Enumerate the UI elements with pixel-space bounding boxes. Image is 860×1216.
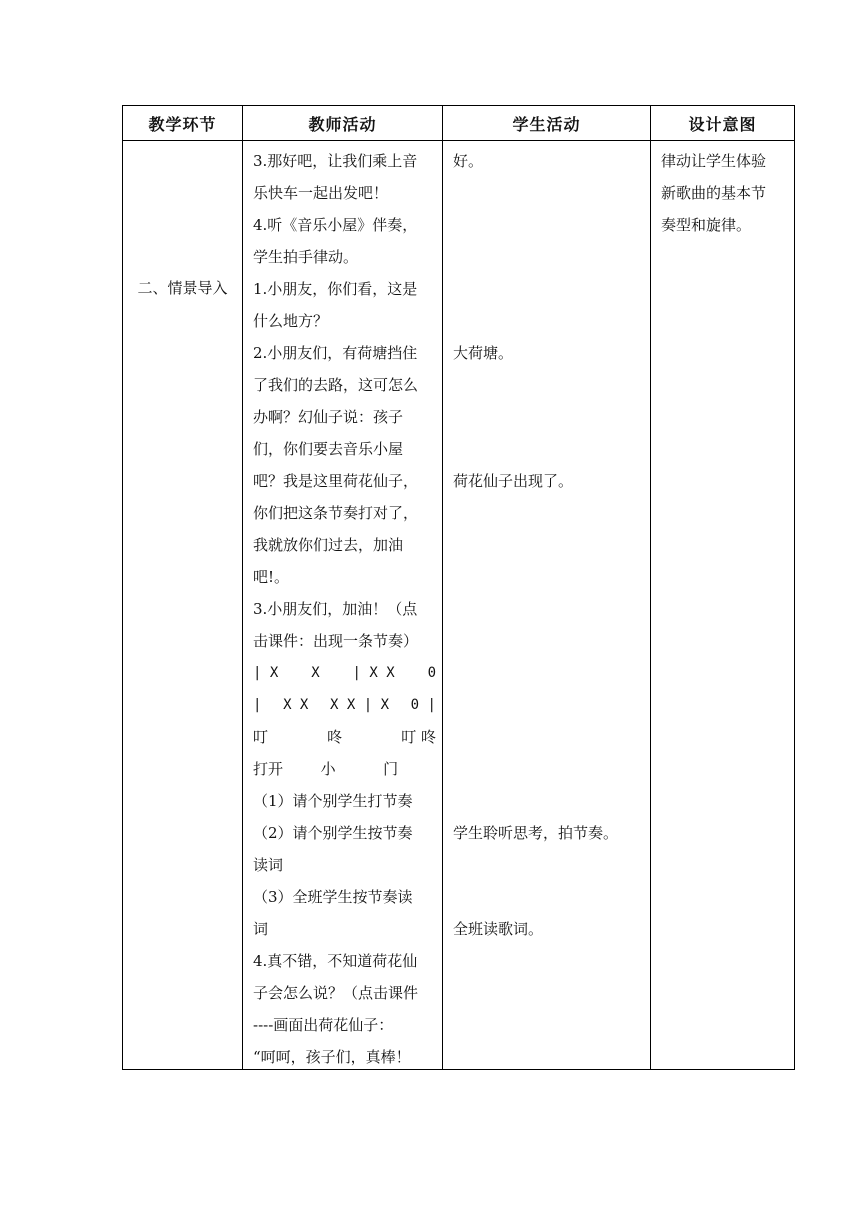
teacher-line: 4.听《音乐小屋》伴奏， (253, 216, 418, 234)
teacher-line: 词 (253, 920, 269, 938)
teacher-line: 4.真不错，不知道荷花仙 (253, 952, 418, 970)
rhythm-note: X X | X (330, 697, 390, 713)
rhythm-lyric: 小 (320, 760, 336, 778)
teacher-line: 了我们的去路，这可怎么 (253, 376, 419, 394)
rhythm-note: | X X (352, 665, 395, 681)
student-response: 学生聆听思考，拍节奏。 (453, 824, 619, 842)
teacher-line: （1）请个别学生打节奏 (253, 792, 413, 810)
rhythm-row-1 (253, 657, 436, 689)
design-column (651, 141, 794, 1069)
teacher-line: 读词 (253, 856, 284, 874)
teacher-line: 学生拍手律动。 (253, 248, 359, 266)
teacher-line: 子会怎么说？（点击课件 (253, 984, 419, 1002)
design-line: 奏型和旋律。 (661, 216, 752, 234)
rhythm-lyric: 咚 (327, 728, 343, 746)
student-cell (443, 141, 651, 1070)
header-design: 设计意图 (651, 106, 795, 141)
teacher-line: 什么地方？ (253, 312, 329, 330)
section-cell (123, 141, 243, 1070)
teacher-line: 你们把这条节奏打对了， (253, 504, 419, 522)
rhythm-lyric: 叮 (253, 728, 269, 746)
rhythm-lyric: 叮 咚 (401, 728, 436, 746)
student-response: 荷花仙子出现了。 (453, 472, 574, 490)
teacher-line: 我就放你们过去，加油 (253, 536, 404, 554)
lesson-table (122, 105, 795, 1070)
teacher-line: 3.那好吧，让我们乘上音 (253, 152, 418, 170)
rhythm-row-2 (253, 689, 436, 721)
rhythm-note: 0 | (410, 697, 436, 713)
body-row (123, 141, 795, 1070)
teacher-line: 击课件：出现一条节奏） (253, 632, 419, 650)
student-response: 大荷塘。 (453, 344, 514, 362)
design-line: 律动让学生体验 (661, 152, 767, 170)
teacher-line: “呵呵，孩子们，真棒！ (253, 1048, 411, 1066)
teacher-line: 乐快车一起出发吧！ (253, 184, 389, 202)
teacher-line: 1.小朋友，你们看，这是 (253, 280, 418, 298)
student-response: 全班读歌词。 (453, 920, 544, 938)
teacher-line: （2）请个别学生按节奏 (253, 824, 413, 842)
teacher-line: 办啊？幻仙子说：孩子 (253, 408, 404, 426)
header-row (123, 106, 795, 141)
header-teacher: 教师活动 (243, 106, 443, 141)
teacher-column (243, 141, 442, 1069)
rhythm-row-3 (253, 721, 436, 753)
teacher-line: （3）全班学生按节奏读 (253, 888, 413, 906)
student-column (443, 141, 650, 1069)
rhythm-lyric: 打开 (253, 760, 284, 778)
teacher-cell (243, 141, 443, 1070)
header-stage: 教学环节 (123, 106, 243, 141)
teacher-line: 们，你们要去音乐小屋 (253, 440, 404, 458)
rhythm-note: 0 (427, 665, 436, 681)
header-student: 学生活动 (443, 106, 651, 141)
student-response: 好。 (453, 152, 484, 170)
teacher-line: 吧？我是这里荷花仙子， (253, 472, 419, 490)
rhythm-note: | X (253, 665, 279, 681)
teacher-line: 3.小朋友们，加油！（点 (253, 600, 418, 618)
section-wrap (123, 141, 242, 1069)
rhythm-note: X (311, 665, 320, 681)
rhythm-note: | (253, 697, 262, 713)
rhythm-note: X X (283, 697, 309, 713)
rhythm-row-4 (253, 753, 436, 785)
teacher-line: 2.小朋友们，有荷塘挡住 (253, 344, 418, 362)
teacher-line: 吧!。 (253, 568, 290, 586)
design-line: 新歌曲的基本节 (661, 184, 767, 202)
design-cell (651, 141, 795, 1070)
rhythm-lyric: 门 (383, 760, 399, 778)
teacher-line: ----画面出荷花仙子： (253, 1016, 394, 1034)
section-label: 二、情景导入 (137, 279, 228, 297)
